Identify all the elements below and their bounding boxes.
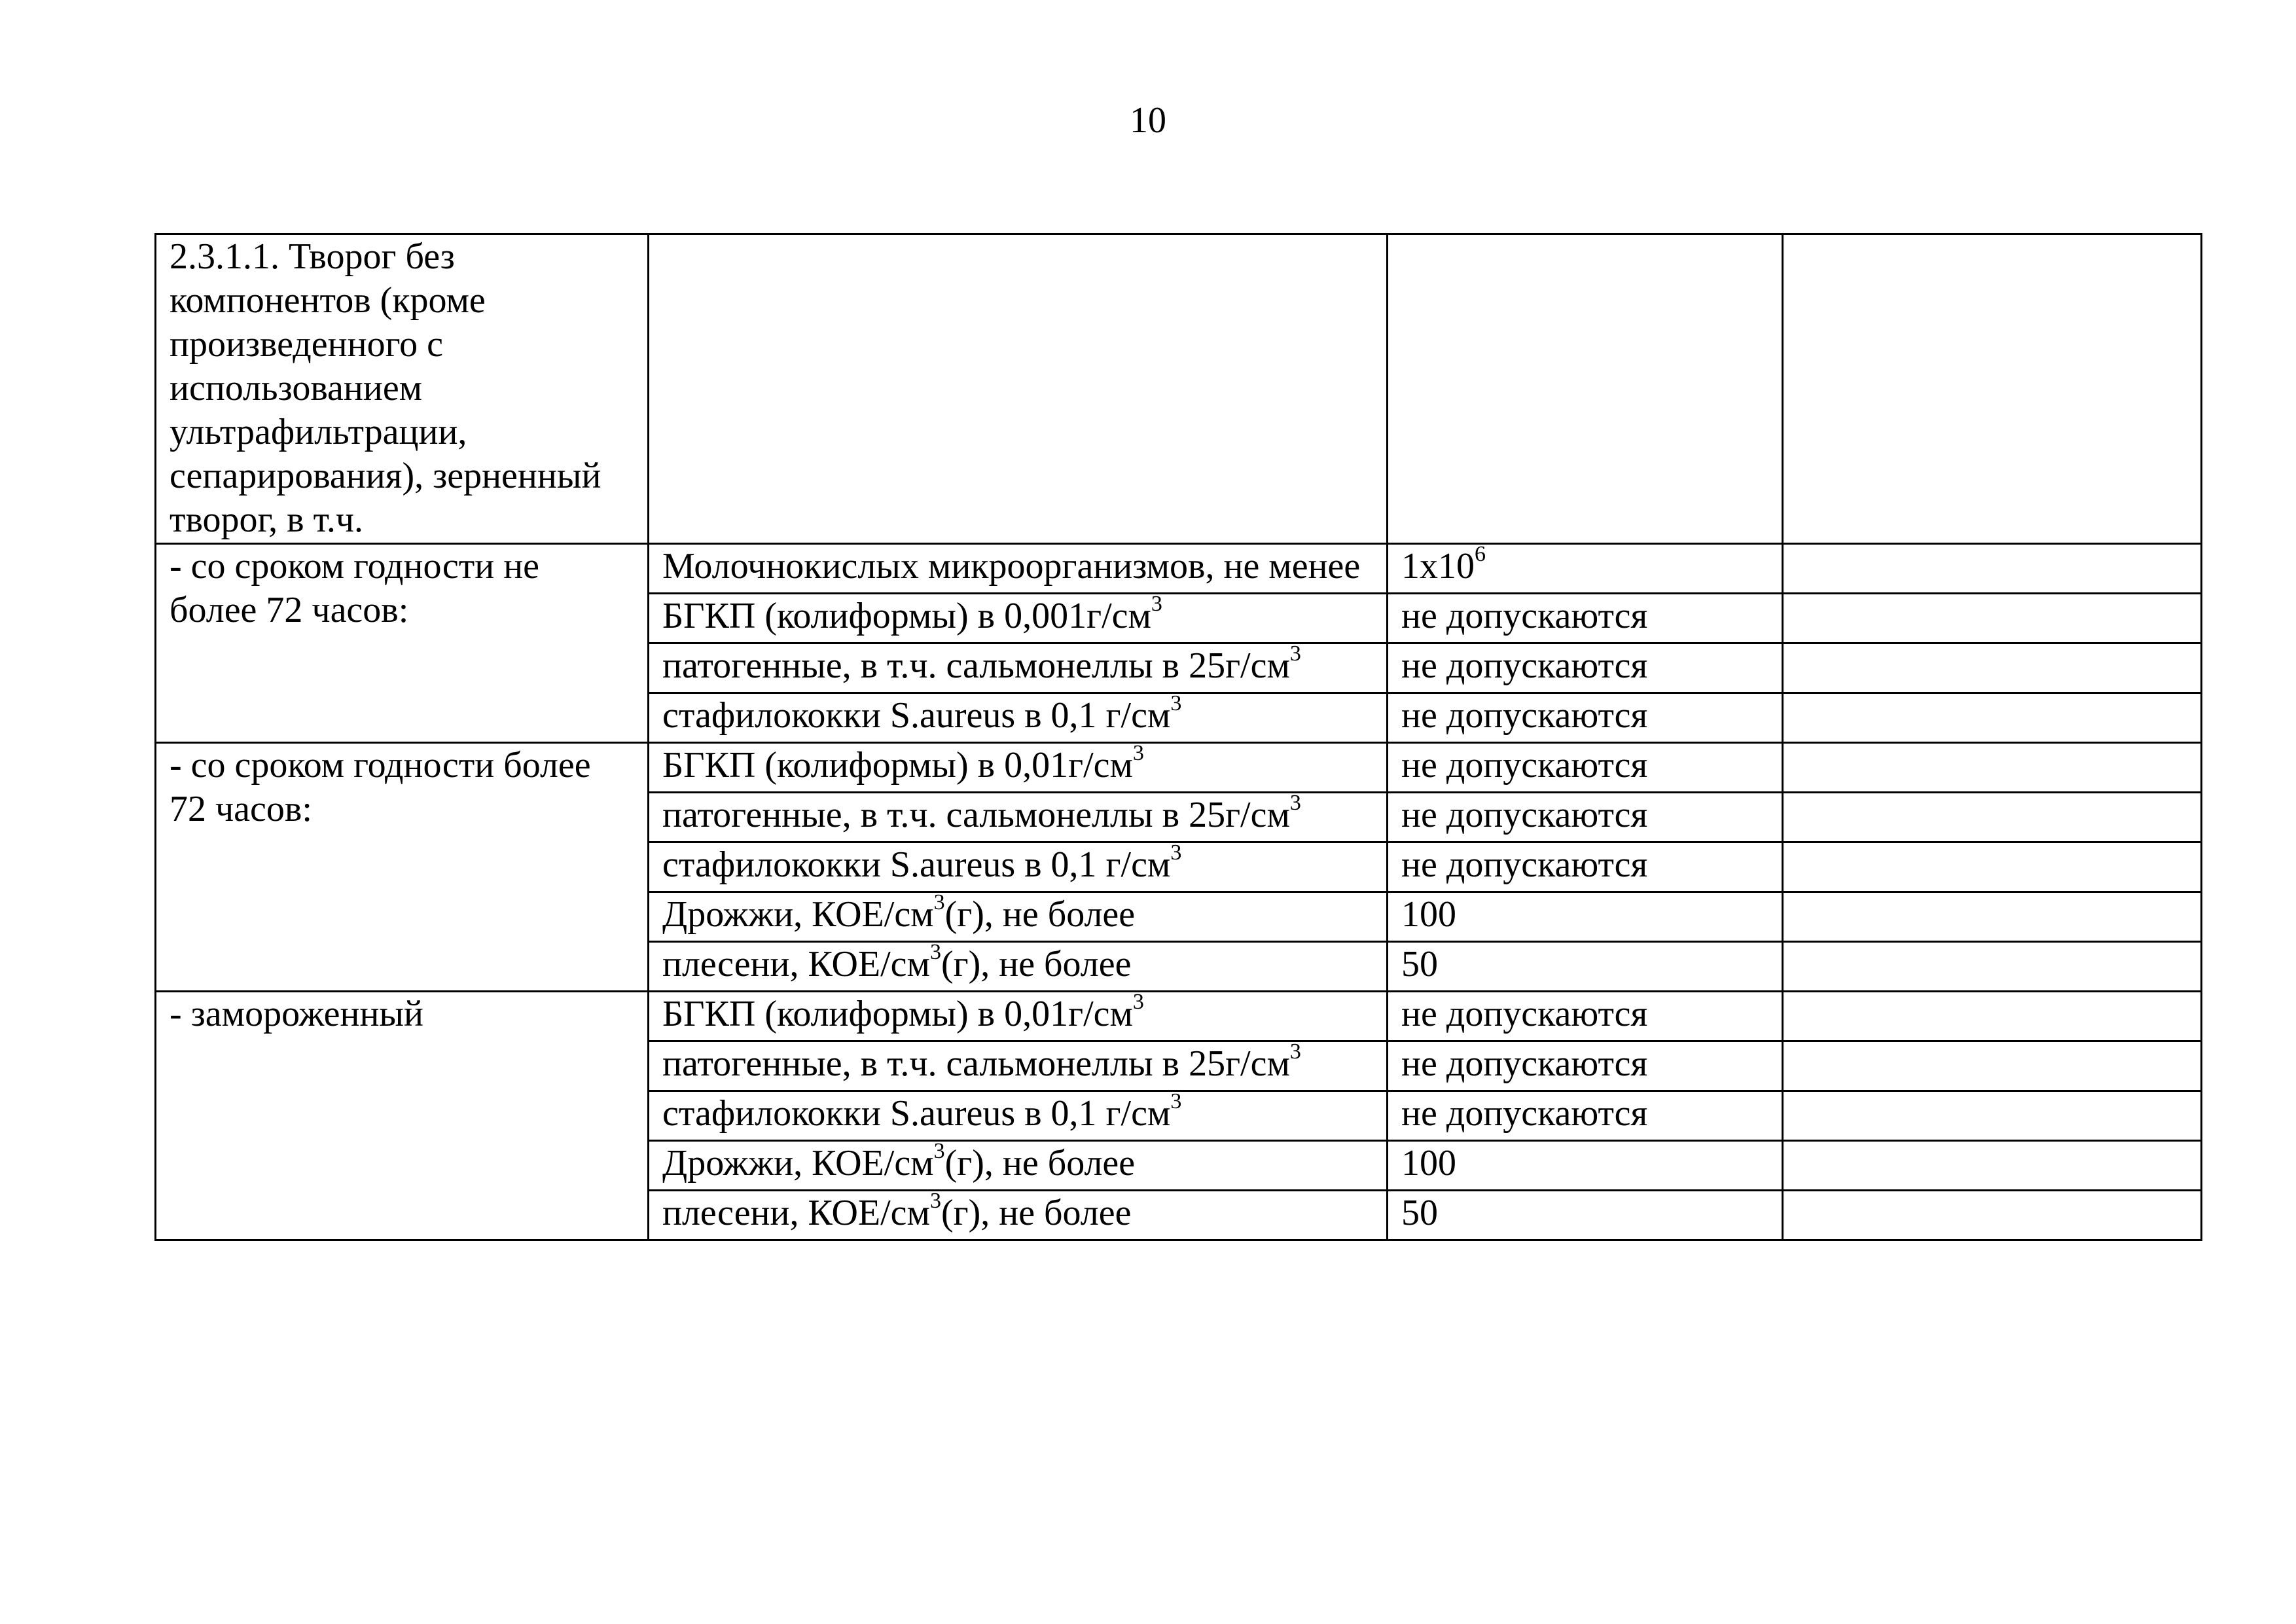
indicator-text: плесени, КОЕ/см xyxy=(662,1193,930,1233)
indicator-superscript: 3 xyxy=(1170,1091,1182,1114)
indicator-superscript: 3 xyxy=(1151,593,1162,617)
value-superscript: 6 xyxy=(1475,543,1486,567)
indicator-cell xyxy=(649,942,1388,992)
indicator-tail: (г), не более xyxy=(944,1143,1136,1183)
indicator-text: патогенные, в т.ч. сальмонеллы в 25г/см xyxy=(662,645,1290,686)
indicator-text: Дрожжи, КОЕ/см xyxy=(662,894,934,935)
empty-cell xyxy=(1783,693,2202,743)
indicator-superscript: 3 xyxy=(933,892,945,915)
value-text: 1х10 xyxy=(1401,546,1475,586)
empty-cell xyxy=(1783,1191,2202,1240)
indicator-cell xyxy=(649,1091,1388,1141)
category-cell: 2.3.1.1. Творог без компонентов (кроме произведенного с использованием ультрафильтрации, сепарирования), зерненный творог, в т.ч. xyxy=(156,234,649,544)
indicator-cell xyxy=(649,892,1388,942)
page-number: 10 xyxy=(1130,100,1166,141)
group-label-cell: - замороженный xyxy=(156,992,649,1240)
group-label-cell: - со сроком годности не более 72 часов: xyxy=(156,544,649,743)
value-text: не допускаются xyxy=(1401,994,1648,1034)
indicator-text: плесени, КОЕ/см xyxy=(662,944,930,984)
value-cell xyxy=(1388,793,1783,842)
indicator-tail: (г), не более xyxy=(941,944,1132,984)
table-row-category xyxy=(156,234,2202,544)
group-label-cell: - со сроком годности более 72 часов: xyxy=(156,743,649,992)
table-row xyxy=(156,544,2202,594)
value-cell xyxy=(1388,743,1783,793)
indicator-text: стафилококки S.aureus в 0,1 г/см xyxy=(662,1093,1171,1134)
value-text: не допускаются xyxy=(1401,695,1648,736)
empty-cell xyxy=(1783,1141,2202,1191)
empty-cell xyxy=(1783,842,2202,892)
empty-cell xyxy=(1388,234,1783,544)
indicator-cell xyxy=(649,743,1388,793)
indicator-superscript: 3 xyxy=(929,941,941,965)
empty-cell xyxy=(1783,1041,2202,1091)
indicator-cell xyxy=(649,594,1388,643)
indicator-text: патогенные, в т.ч. сальмонеллы в 25г/см xyxy=(662,1043,1290,1084)
table-row xyxy=(156,992,2202,1041)
indicator-cell xyxy=(649,643,1388,693)
value-cell xyxy=(1388,842,1783,892)
empty-cell xyxy=(1783,643,2202,693)
value-text: 100 xyxy=(1401,894,1456,935)
value-text: 100 xyxy=(1401,1143,1456,1183)
indicator-superscript: 3 xyxy=(1132,742,1144,766)
value-cell xyxy=(1388,544,1783,594)
value-text: 50 xyxy=(1401,1193,1438,1233)
value-text: не допускаются xyxy=(1401,1093,1648,1134)
indicator-cell xyxy=(649,842,1388,892)
indicator-text: БГКП (колиформы) в 0,01г/см xyxy=(662,745,1133,785)
indicator-text: Дрожжи, КОЕ/см xyxy=(662,1143,934,1183)
indicator-cell xyxy=(649,693,1388,743)
value-text: 50 xyxy=(1401,944,1438,984)
value-cell xyxy=(1388,693,1783,743)
value-text: не допускаются xyxy=(1401,745,1648,785)
indicator-cell xyxy=(649,1041,1388,1091)
empty-cell xyxy=(1783,793,2202,842)
indicator-cell xyxy=(649,793,1388,842)
indicator-text: Молочнокислых микроорганизмов, не менее xyxy=(662,546,1361,586)
empty-cell xyxy=(1783,892,2202,942)
indicator-superscript: 3 xyxy=(1289,643,1301,666)
value-cell xyxy=(1388,1091,1783,1141)
empty-cell xyxy=(1783,544,2202,594)
value-text: не допускаются xyxy=(1401,795,1648,835)
empty-cell xyxy=(1783,1091,2202,1141)
indicator-cell xyxy=(649,1141,1388,1191)
indicator-superscript: 3 xyxy=(933,1140,945,1164)
value-text: не допускаются xyxy=(1401,844,1648,885)
indicator-text: БГКП (колиформы) в 0,001г/см xyxy=(662,596,1151,636)
indicator-cell xyxy=(649,1191,1388,1240)
indicator-tail: (г), не более xyxy=(941,1193,1132,1233)
indicator-text: патогенные, в т.ч. сальмонеллы в 25г/см xyxy=(662,795,1290,835)
indicator-superscript: 3 xyxy=(1289,1041,1301,1064)
indicator-superscript: 3 xyxy=(1170,693,1182,716)
table-row xyxy=(156,743,2202,793)
value-cell xyxy=(1388,892,1783,942)
value-text: не допускаются xyxy=(1401,645,1648,686)
table-body xyxy=(156,234,2202,1240)
empty-cell xyxy=(1783,743,2202,793)
indicator-cell xyxy=(649,544,1388,594)
indicator-superscript: 3 xyxy=(1132,991,1144,1015)
value-cell xyxy=(1388,1141,1783,1191)
indicator-text: стафилококки S.aureus в 0,1 г/см xyxy=(662,844,1171,885)
indicator-superscript: 3 xyxy=(1170,842,1182,865)
empty-cell xyxy=(1783,992,2202,1041)
indicator-text: БГКП (колиформы) в 0,01г/см xyxy=(662,994,1133,1034)
value-text: не допускаются xyxy=(1401,596,1648,636)
empty-cell xyxy=(1783,942,2202,992)
indicator-cell xyxy=(649,992,1388,1041)
value-cell xyxy=(1388,992,1783,1041)
empty-cell xyxy=(1783,594,2202,643)
value-cell xyxy=(1388,942,1783,992)
value-text: не допускаются xyxy=(1401,1043,1648,1084)
value-cell xyxy=(1388,594,1783,643)
indicator-text: стафилококки S.aureus в 0,1 г/см xyxy=(662,695,1171,736)
requirements-table xyxy=(154,233,2202,1241)
indicator-tail: (г), не более xyxy=(944,894,1136,935)
value-cell xyxy=(1388,1041,1783,1091)
value-cell xyxy=(1388,1191,1783,1240)
indicator-superscript: 3 xyxy=(1289,792,1301,816)
value-cell xyxy=(1388,643,1783,693)
empty-cell xyxy=(1783,234,2202,544)
indicator-superscript: 3 xyxy=(929,1190,941,1214)
empty-cell xyxy=(649,234,1388,544)
